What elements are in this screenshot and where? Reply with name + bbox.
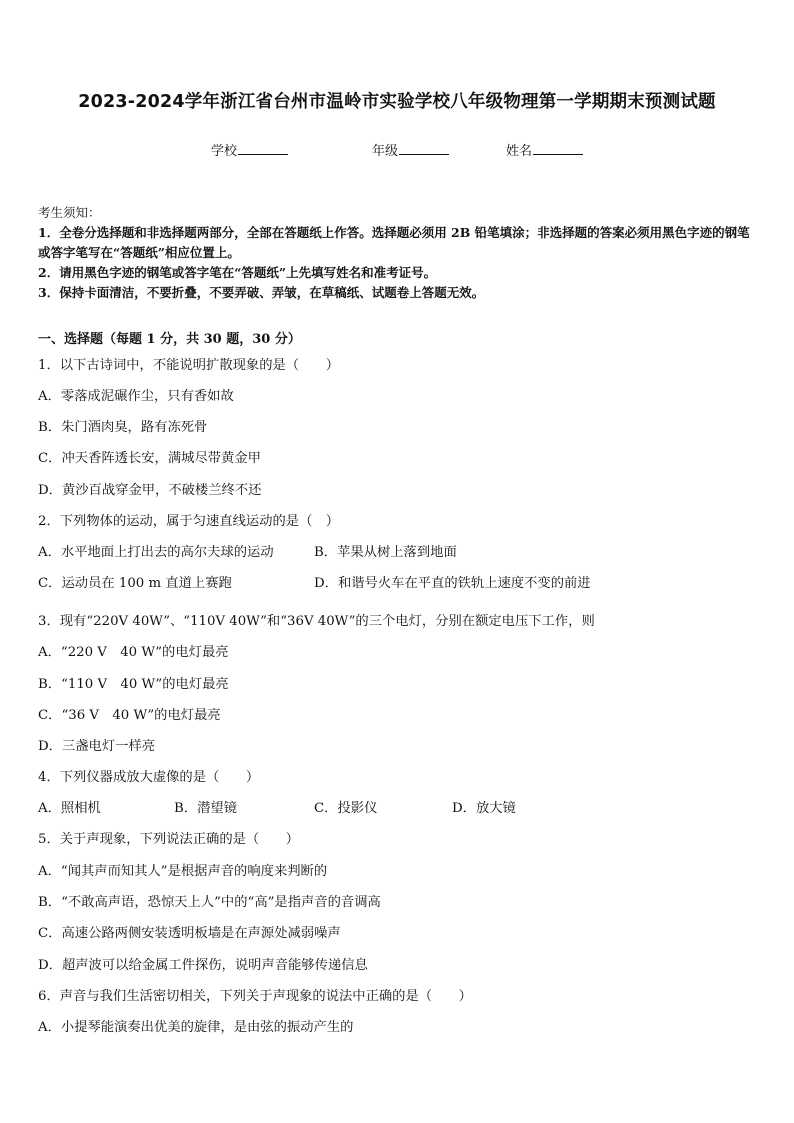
name-label: 姓名 [506,144,533,159]
question-3-stem: 3．现有“220V 40W”、“110V 40W”和“36V 40W”的三个电灯，分别在额定电压下工作，则 [38,614,595,629]
question-2-option-c: C．运动员在 100 m 直道上赛跑 [38,576,232,591]
school-blank[interactable] [238,142,288,155]
notice-heading: 考生须知： [38,205,101,220]
question-3-option-c: C．“36 V 40 W”的电灯最亮 [38,708,221,723]
question-6-option-a: A．小提琴能演奏出优美的旋律，是由弦的振动产生的 [38,1020,354,1035]
grade-label: 年级 [372,144,399,159]
question-3-option-b: B．“110 V 40 W”的电灯最亮 [38,677,229,692]
question-5-option-a: A．“闻其声而知其人”是根据声音的响度来判断的 [38,864,328,879]
question-4-option-b: B．潜望镜 [174,801,237,816]
question-1-option-c: C．冲天香阵透长安，满城尽带黄金甲 [38,451,261,466]
name-blank[interactable] [533,142,583,155]
grade-field[interactable] [372,140,449,159]
notice-item-1: 1．全卷分选择题和非选择题两部分，全部在答题纸上作答。选择题必须用 2B 铅笔填涂；非选择题的答案必须用黑色字迹的钢笔或答字笔写在“答题纸”相应位置上。 [38,225,750,260]
name-field[interactable] [506,140,583,159]
question-4-option-c: C．投影仪 [314,801,378,816]
page-title: 2023-2024学年浙江省台州市温岭市实验学校八年级物理第一学期期末预测试题 [78,92,716,112]
question-6-stem: 6．声音与我们生活密切相关，下列关于声现象的说法中正确的是（ ） [38,989,472,1004]
question-5-option-c: C．高速公路两侧安装透明板墙是在声源处减弱噪声 [38,926,341,941]
exam-notice [38,203,758,303]
question-1-option-b: B．朱门酒肉臭，路有冻死骨 [38,420,208,435]
question-1-stem: 1．以下古诗词中，不能说明扩散现象的是（ ） [38,358,339,373]
school-field[interactable] [211,140,288,159]
question-2-option-d: D．和谐号火车在平直的铁轨上速度不变的前进 [314,576,591,591]
notice-item-2: 2．请用黑色字迹的钢笔或答字笔在“答题纸”上先填写姓名和准考证号。 [38,265,437,280]
question-2-option-a: A．水平地面上打出去的高尔夫球的运动 [38,545,274,560]
question-4-option-d: D．放大镜 [452,801,516,816]
school-label: 学校 [211,144,238,159]
question-4-stem: 4．下列仪器成放大虚像的是（ ） [38,770,260,785]
question-4-option-a: A．照相机 [38,801,101,816]
question-5-option-b: B．“不敢高声语，恐惊天上人”中的“高”是指声音的音调高 [38,895,381,910]
question-1-option-d: D．黄沙百战穿金甲，不破楼兰终不还 [38,483,262,498]
notice-item-3: 3．保持卡面清洁，不要折叠，不要弄破、弄皱，在草稿纸、试题卷上答题无效。 [38,285,485,300]
question-3-option-d: D．三盏电灯一样亮 [38,739,156,754]
question-5-stem: 5．关于声现象，下列说法正确的是（ ） [38,832,300,847]
question-5-option-d: D．超声波可以给金属工件探伤，说明声音能够传递信息 [38,958,368,973]
question-1-option-a: A．零落成泥碾作尘，只有香如故 [38,389,234,404]
question-2-stem: 2．下列物体的运动，属于匀速直线运动的是（ ） [38,514,339,529]
question-2-option-b: B．苹果从树上落到地面 [314,545,457,560]
question-3-option-a: A．“220 V 40 W”的电灯最亮 [38,645,229,660]
section-heading: 一、选择题（每题 1 分，共 30 题，30 分） [38,332,301,347]
grade-blank[interactable] [399,142,449,155]
